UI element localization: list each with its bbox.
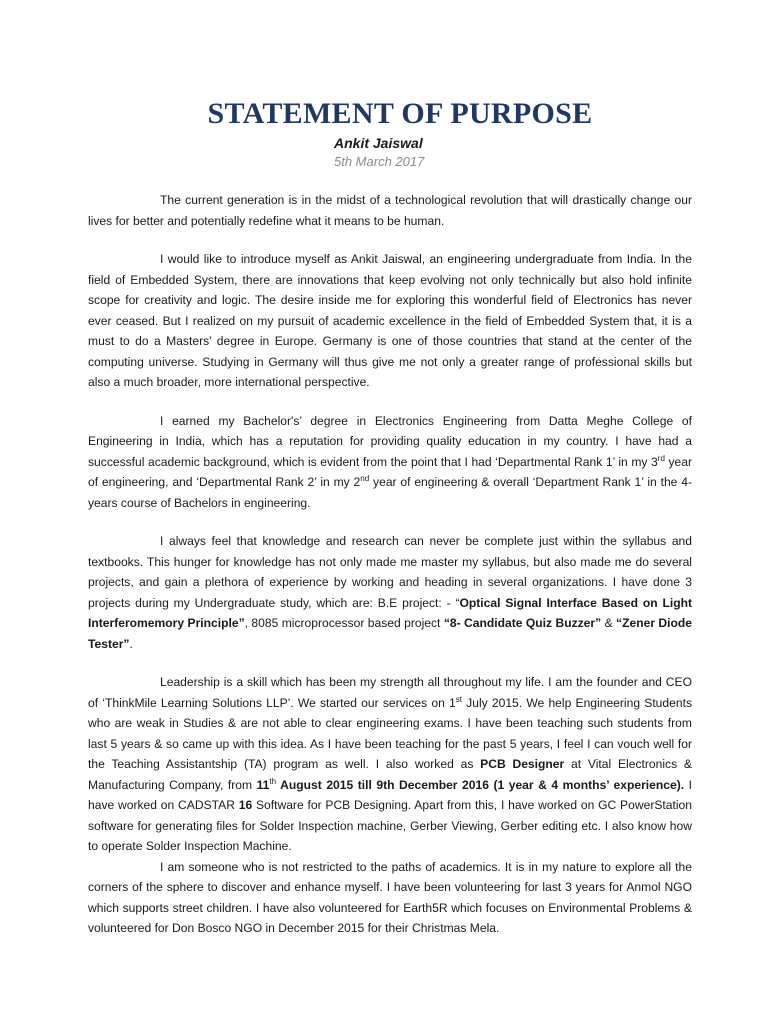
text-run: Leadership is a skill which has been my strength all throughout my life. I am the founder and CEO of ‘ThinkMile Learning Solutions LLP’. We started our services on 1 — [88, 675, 692, 710]
text-run: year of engineering, and ‘Departmental Rank 2’ in my 2 — [88, 454, 693, 489]
superscript-text: nd — [360, 473, 370, 483]
bold-text: 16 — [238, 798, 253, 812]
text-run: July 2015. We help Engineering Students who are weak in Studies & are not able to clear engineering exams. I have been teaching such students from last 5 years & so came up with this idea. As I have been teaching for the past 5 years, I feel I can vouch well for the Teaching Assistantship (TA) program as well. I also worked as — [88, 695, 692, 771]
text-run: & — [601, 616, 617, 630]
superscript-text: th — [269, 776, 277, 786]
text-run: The current generation is in the midst of a technological revolution that will drastically change our lives for better and potentially redefine what it means to be human. — [88, 193, 692, 228]
bold-text: August 2015 till 9th December 2016 (1 year & 4 months’ experience). — [276, 777, 685, 792]
bold-text: “8- Candidate Quiz Buzzer” — [443, 616, 602, 630]
paragraph-intro — [88, 190, 692, 231]
bold-text: 11 — [256, 777, 270, 792]
text-run: I would like to introduce myself as Ankit Jaiswal, an engineering undergraduate from India. In the field of Embedded System, there are innovations that keep evolving not only technically but also hold infinite scope for creativity and logic. The desire inside me for exploring this wonderful field of Electronics has never ever ceased. But I realized on my pursuit of academic excellence in the field of Embedded System that, it is a must to do a Masters’ degree in Europe. Germany is one of those countries that stand at the center of the computing universe. Studying in Germany will thus give me not only a greater range of professional skills but also a much broader, more international perspective. — [88, 252, 692, 389]
superscript-text: rd — [657, 453, 665, 463]
bold-text: Optical Signal Interface Based on Light Interferomemory Principle” — [88, 595, 692, 630]
author-name: Ankit Jaiswal — [334, 135, 423, 151]
paragraph-projects — [88, 531, 692, 654]
paragraph-education — [88, 411, 692, 514]
superscript-text: st — [455, 694, 462, 704]
text-run: at Vital Electronics & Manufacturing Company, from — [88, 757, 692, 792]
text-run: I always feel that knowledge and research can never be complete just within the syllabus and textbooks. This hunger for knowledge has not only made me master my syllabus, but also made me do several projects, and gain a plethora of experience by working and heading in several organizations. I have done 3 projects during my Undergraduate study, which are: B.E project: - “ — [88, 534, 692, 610]
bold-text: “Zener Diode Tester” — [88, 616, 693, 651]
paragraph-volunteering — [88, 857, 692, 939]
text-run: Software for PCB Designing. Apart from this, I have worked on GC PowerStation software for generating files for Solder Inspection machine, Gerber Viewing, Gerber editing etc. I also know how to operate Solder Inspection Machine. — [88, 798, 692, 853]
document-body — [88, 190, 692, 939]
text-run: I have worked on CADSTAR — [88, 777, 692, 812]
text-run: , 8085 microprocessor based project — [244, 616, 444, 630]
text-run: I am someone who is not restricted to the paths of academics. It is in my nature to explore all the corners of the sphere to discover and enhance myself. I have been volunteering for last 3 years for Anmol NGO which supports street children. I have also volunteered for Earth5R which focuses on Environmental Problems & volunteered for Don Bosco NGO in December 2015 for their Christmas Mela. — [88, 859, 692, 935]
page-title: STATEMENT OF PURPOSE — [207, 97, 593, 130]
paragraph-introduction — [88, 249, 692, 393]
bold-text: PCB Designer — [480, 757, 565, 771]
document-date: 5th March 2017 — [334, 154, 425, 169]
text-run: . — [129, 636, 133, 651]
paragraph-leadership — [88, 672, 692, 857]
text-run: I earned my Bachelor's’ degree in Electronics Engineering from Datta Meghe College of Engineering in India, which has a reputation for providing quality education in my country. I have had a successful academic background, which is evident from the point that I had ‘Departmental Rank 1’ in my 3 — [88, 413, 692, 469]
text-run: year of engineering & overall ‘Department Rank 1’ in the 4-years course of Bachelors in engineering. — [88, 475, 692, 510]
